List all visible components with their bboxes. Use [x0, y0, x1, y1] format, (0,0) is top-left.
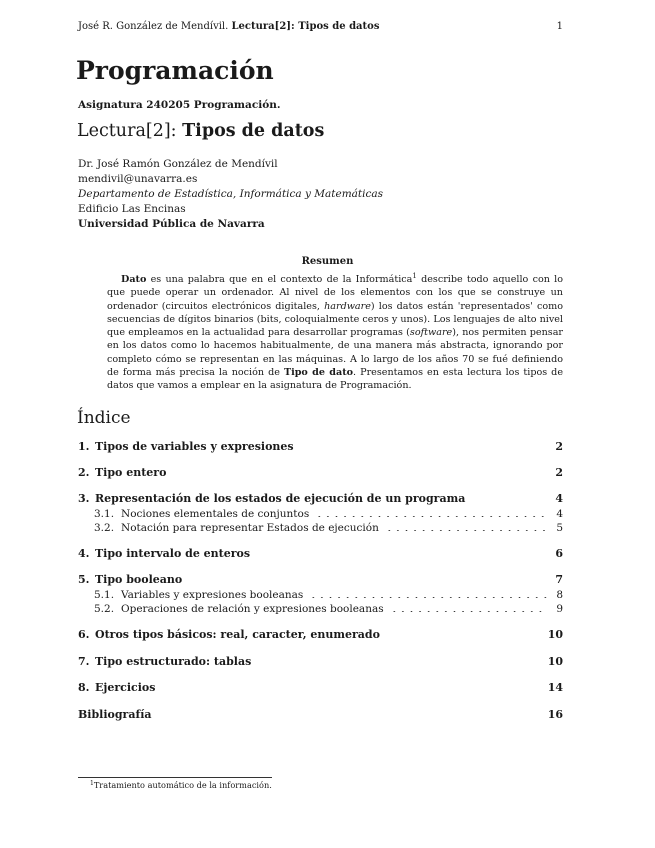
author-building: Edificio Las Encinas [78, 203, 186, 215]
toc-entry-title: Tipo estructurado: tablas [95, 655, 252, 668]
toc-entry-title: Bibliografía [78, 708, 152, 721]
toc-entry[interactable] [78, 681, 563, 694]
author-department: Departamento de Estadística, Informática y Matemáticas [78, 188, 384, 200]
toc-entry-page: 10 [547, 655, 563, 668]
toc-dot-leader [315, 507, 547, 517]
toc-entry-title: Notación para representar Estados de ejecución [121, 522, 379, 534]
toc-entry-number: 2. [78, 466, 90, 479]
toc-entry-title: Tipo entero [95, 466, 167, 479]
lecture-title [77, 121, 324, 141]
abstract-segment: describe todo aquello con lo que puede operar un ordenador. Al nivel de los elementos con los que se construye un ordenador (circuitos electrónicos digitales, [107, 274, 563, 312]
toc-entry-page: 9 [556, 603, 563, 615]
toc-entry-title: Nociones elementales de conjuntos [121, 508, 310, 520]
header-page-number: 1 [556, 21, 563, 32]
toc-dot-leader [309, 588, 547, 598]
toc-entry[interactable] [78, 440, 563, 453]
toc-subentry[interactable] [94, 521, 563, 534]
abstract-segment: es una palabra que en el contexto de la Informática [146, 274, 413, 285]
lecture-name: Tipos de datos [182, 121, 325, 141]
toc-entry[interactable] [78, 655, 563, 668]
toc-entry-number: 5.2. [94, 603, 115, 615]
toc-subentry[interactable] [94, 588, 563, 601]
toc-entry-title: Representación de los estados de ejecución de un programa [95, 492, 466, 505]
abstract-text [107, 273, 563, 393]
footnote [90, 780, 272, 790]
footnote-mark: 1 [90, 780, 94, 787]
toc-entry-number: 5. [78, 573, 90, 586]
toc-entry-page: 2 [555, 466, 563, 479]
author-name: Dr. José Ramón González de Mendívil [78, 158, 278, 170]
toc-entry-number: 3.2. [94, 522, 115, 534]
toc-entry-page: 5 [556, 522, 563, 534]
toc-entry-page: 2 [555, 440, 563, 453]
toc-entry-number: 5.1. [94, 589, 115, 601]
toc-dot-leader [385, 521, 547, 531]
toc-entry-page: 4 [556, 508, 563, 520]
toc-entry-page: 4 [555, 492, 563, 505]
toc-entry-number: 4. [78, 547, 90, 560]
toc-entry-page: 6 [555, 547, 563, 560]
toc-entry-number: 7. [78, 655, 90, 668]
footnote-text: Tratamiento automático de la información. [93, 780, 272, 790]
toc-entry-page: 7 [555, 573, 563, 586]
toc-subentry[interactable] [94, 602, 563, 615]
toc-entry-number: 8. [78, 681, 90, 694]
header-author: José R. González de Mendívil. [78, 21, 229, 32]
toc-entry-title: Tipos de variables y expresiones [95, 440, 294, 453]
toc-entry-number: 1. [78, 440, 90, 453]
toc-entry-title: Variables y expresiones booleanas [121, 589, 304, 601]
abstract-segment: . Presentamos en esta lectura los tipos de datos que vamos a emplear en la asignatura de Programación. [107, 367, 564, 392]
toc-entry-title: Otros tipos básicos: real, caracter, enumerado [95, 628, 380, 641]
lecture-prefix: Lectura[2]: [77, 121, 177, 141]
toc-entry-number: 3. [78, 492, 90, 505]
author-email[interactable]: mendivil@unavarra.es [78, 173, 198, 185]
toc-entry-page: 14 [547, 681, 563, 694]
toc-entry-title: Tipo booleano [95, 573, 183, 586]
toc-subentry[interactable] [94, 507, 563, 520]
document-title: Programación [76, 56, 274, 85]
toc-entry-title: Ejercicios [95, 681, 156, 694]
toc-entry-number: 6. [78, 628, 90, 641]
toc-entry-title: Tipo intervalo de enteros [95, 547, 251, 560]
abstract-term-dato: Dato [121, 274, 147, 285]
toc-entry-title: Operaciones de relación y expresiones booleanas [121, 603, 384, 615]
running-header [78, 21, 563, 32]
toc-entry[interactable] [78, 492, 563, 505]
abstract-segment: ), nos permiten pensar en los datos como lo hacemos habitualmente, de una manera más abstracta, ignorando por completo cómo se representan en las máquinas. A lo largo de los años 70 se fué definiendo de forma más precisa la noción de [107, 327, 564, 379]
abstract-title: Resumen [301, 256, 354, 267]
toc-entry[interactable] [78, 573, 563, 586]
footnote-divider [78, 777, 272, 778]
header-left [78, 21, 379, 32]
author-university: Universidad Pública de Navarra [78, 218, 265, 230]
author-block [78, 157, 383, 232]
toc-entry[interactable] [78, 628, 563, 641]
toc-entry-number: 3.1. [94, 508, 115, 520]
toc-entry-page: 10 [547, 628, 563, 641]
toc-entry-bibliography[interactable] [78, 708, 563, 721]
course-line: Asignatura 240205 Programación. [78, 99, 281, 111]
abstract-term-hardware: hardware [324, 300, 371, 312]
header-lecture: Lectura[2]: Tipos de datos [231, 21, 380, 32]
abstract-segment: ) los datos están 'representados' como secuencias de dígitos binarios (bits, coloquialmente ceros y unos). Los lenguajes de alto nivel que empleamos en la actualidad para desarrollar programas ( [107, 300, 563, 339]
toc-heading: Índice [77, 408, 131, 428]
toc-entry-page: 8 [556, 589, 563, 601]
footnote-reference[interactable]: 1 [412, 272, 417, 280]
abstract-term-tipo-de-dato: Tipo de dato [283, 367, 354, 379]
toc-entry[interactable] [78, 466, 563, 479]
toc-entry[interactable] [78, 547, 563, 560]
abstract-term-software: software [409, 327, 453, 339]
toc-entry-page: 16 [547, 708, 563, 721]
toc-dot-leader [390, 602, 547, 612]
